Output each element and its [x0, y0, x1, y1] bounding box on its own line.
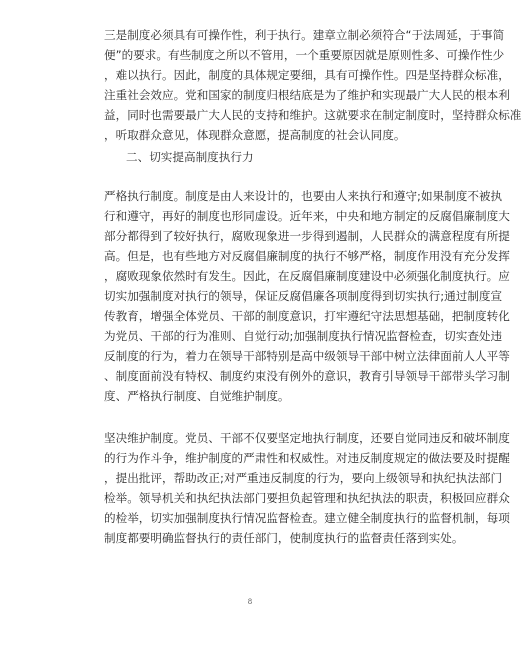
text-line: 检举。领导机关和执纪执法部门要担负起管理和执纪执法的职责，积极回应群众	[104, 491, 510, 505]
text-line: 、制度面前没有特权、制度约束没有例外的意识，教育引导领导干部带头学习制	[104, 369, 510, 383]
text-line: 度、严格执行制度、自觉维护制度。	[104, 389, 290, 403]
text-line: 益，同时也需要最广大人民的支持和维护。这就要求在制定制度时，坚持群众标准	[104, 108, 521, 122]
text-line: ，腐败现象依然时有发生。因此，在反腐倡廉制度建设中必须强化制度执行。应	[104, 269, 510, 283]
text-line: 的行为作斗争，维护制度的严肃性和权威性。对违反制度规定的做法要及时提醒	[104, 451, 510, 465]
text-line: 的检举，切实加强制度执行情况监督检查。建立健全制度执行的监督机制，每项	[104, 511, 510, 525]
text-line: 行和遵守，再好的制度也形同虚设。近年来，中央和地方制定的反腐倡廉制度大	[104, 209, 510, 223]
text-line: 坚决维护制度。党员、干部不仅要坚定地执行制度，还要自觉同违反和破坏制度	[104, 431, 510, 445]
text-line: 切实加强制度对执行的领导，保证反腐倡廉各项制度得到切实执行;通过制度宣	[104, 289, 503, 303]
text-line: ，提出批评，帮助改正;对严重违反制度的行为，要向上级领导和执纪执法部门	[104, 471, 503, 485]
section-heading: 二、切实提高制度执行力	[126, 150, 254, 164]
text-line: 三是制度必须具有可操作性，利于执行。建章立制必须符合“于法周延，于事简	[104, 28, 505, 42]
text-line: 部分都得到了较好执行，腐败现象进一步得到遏制，人民群众的满意程度有所提	[104, 229, 510, 243]
text-line: ，听取群众意见，体现群众意愿，提高制度的社会认同度。	[104, 128, 406, 142]
text-line: 严格执行制度。制度是由人来设计的，也要由人来执行和遵守;如果制度不被执	[104, 189, 503, 203]
text-line: 反制度的行为，着力在领导干部特别是高中级领导干部中树立法律面前人人平等	[104, 349, 510, 363]
text-line: 高。但是，也有些地方对反腐倡廉制度的执行不够严格，制度作用没有充分发挥	[104, 249, 510, 263]
page-number: 8	[247, 598, 253, 606]
text-line: 为党员、干部的行为准则、自觉行动;加强制度执行情况监督检查，切实查处违	[104, 329, 503, 343]
text-line: 传教育，增强全体党员、干部的制度意识，打牢遵纪守法思想基础，把制度转化	[104, 309, 510, 323]
text-line: 注重社会效应。党和国家的制度归根结底是为了维护和实现最广大人民的根本利	[104, 88, 510, 102]
text-line: ，难以执行。因此，制度的具体规定要细，具有可操作性。四是坚持群众标准，	[104, 68, 510, 82]
text-line: 便”的要求。有些制度之所以不管用，一个重要原因就是原则性多、可操作性少	[104, 48, 505, 62]
text-line: 制度都要明确监督执行的责任部门，使制度执行的监督责任落到实处。	[104, 531, 464, 545]
